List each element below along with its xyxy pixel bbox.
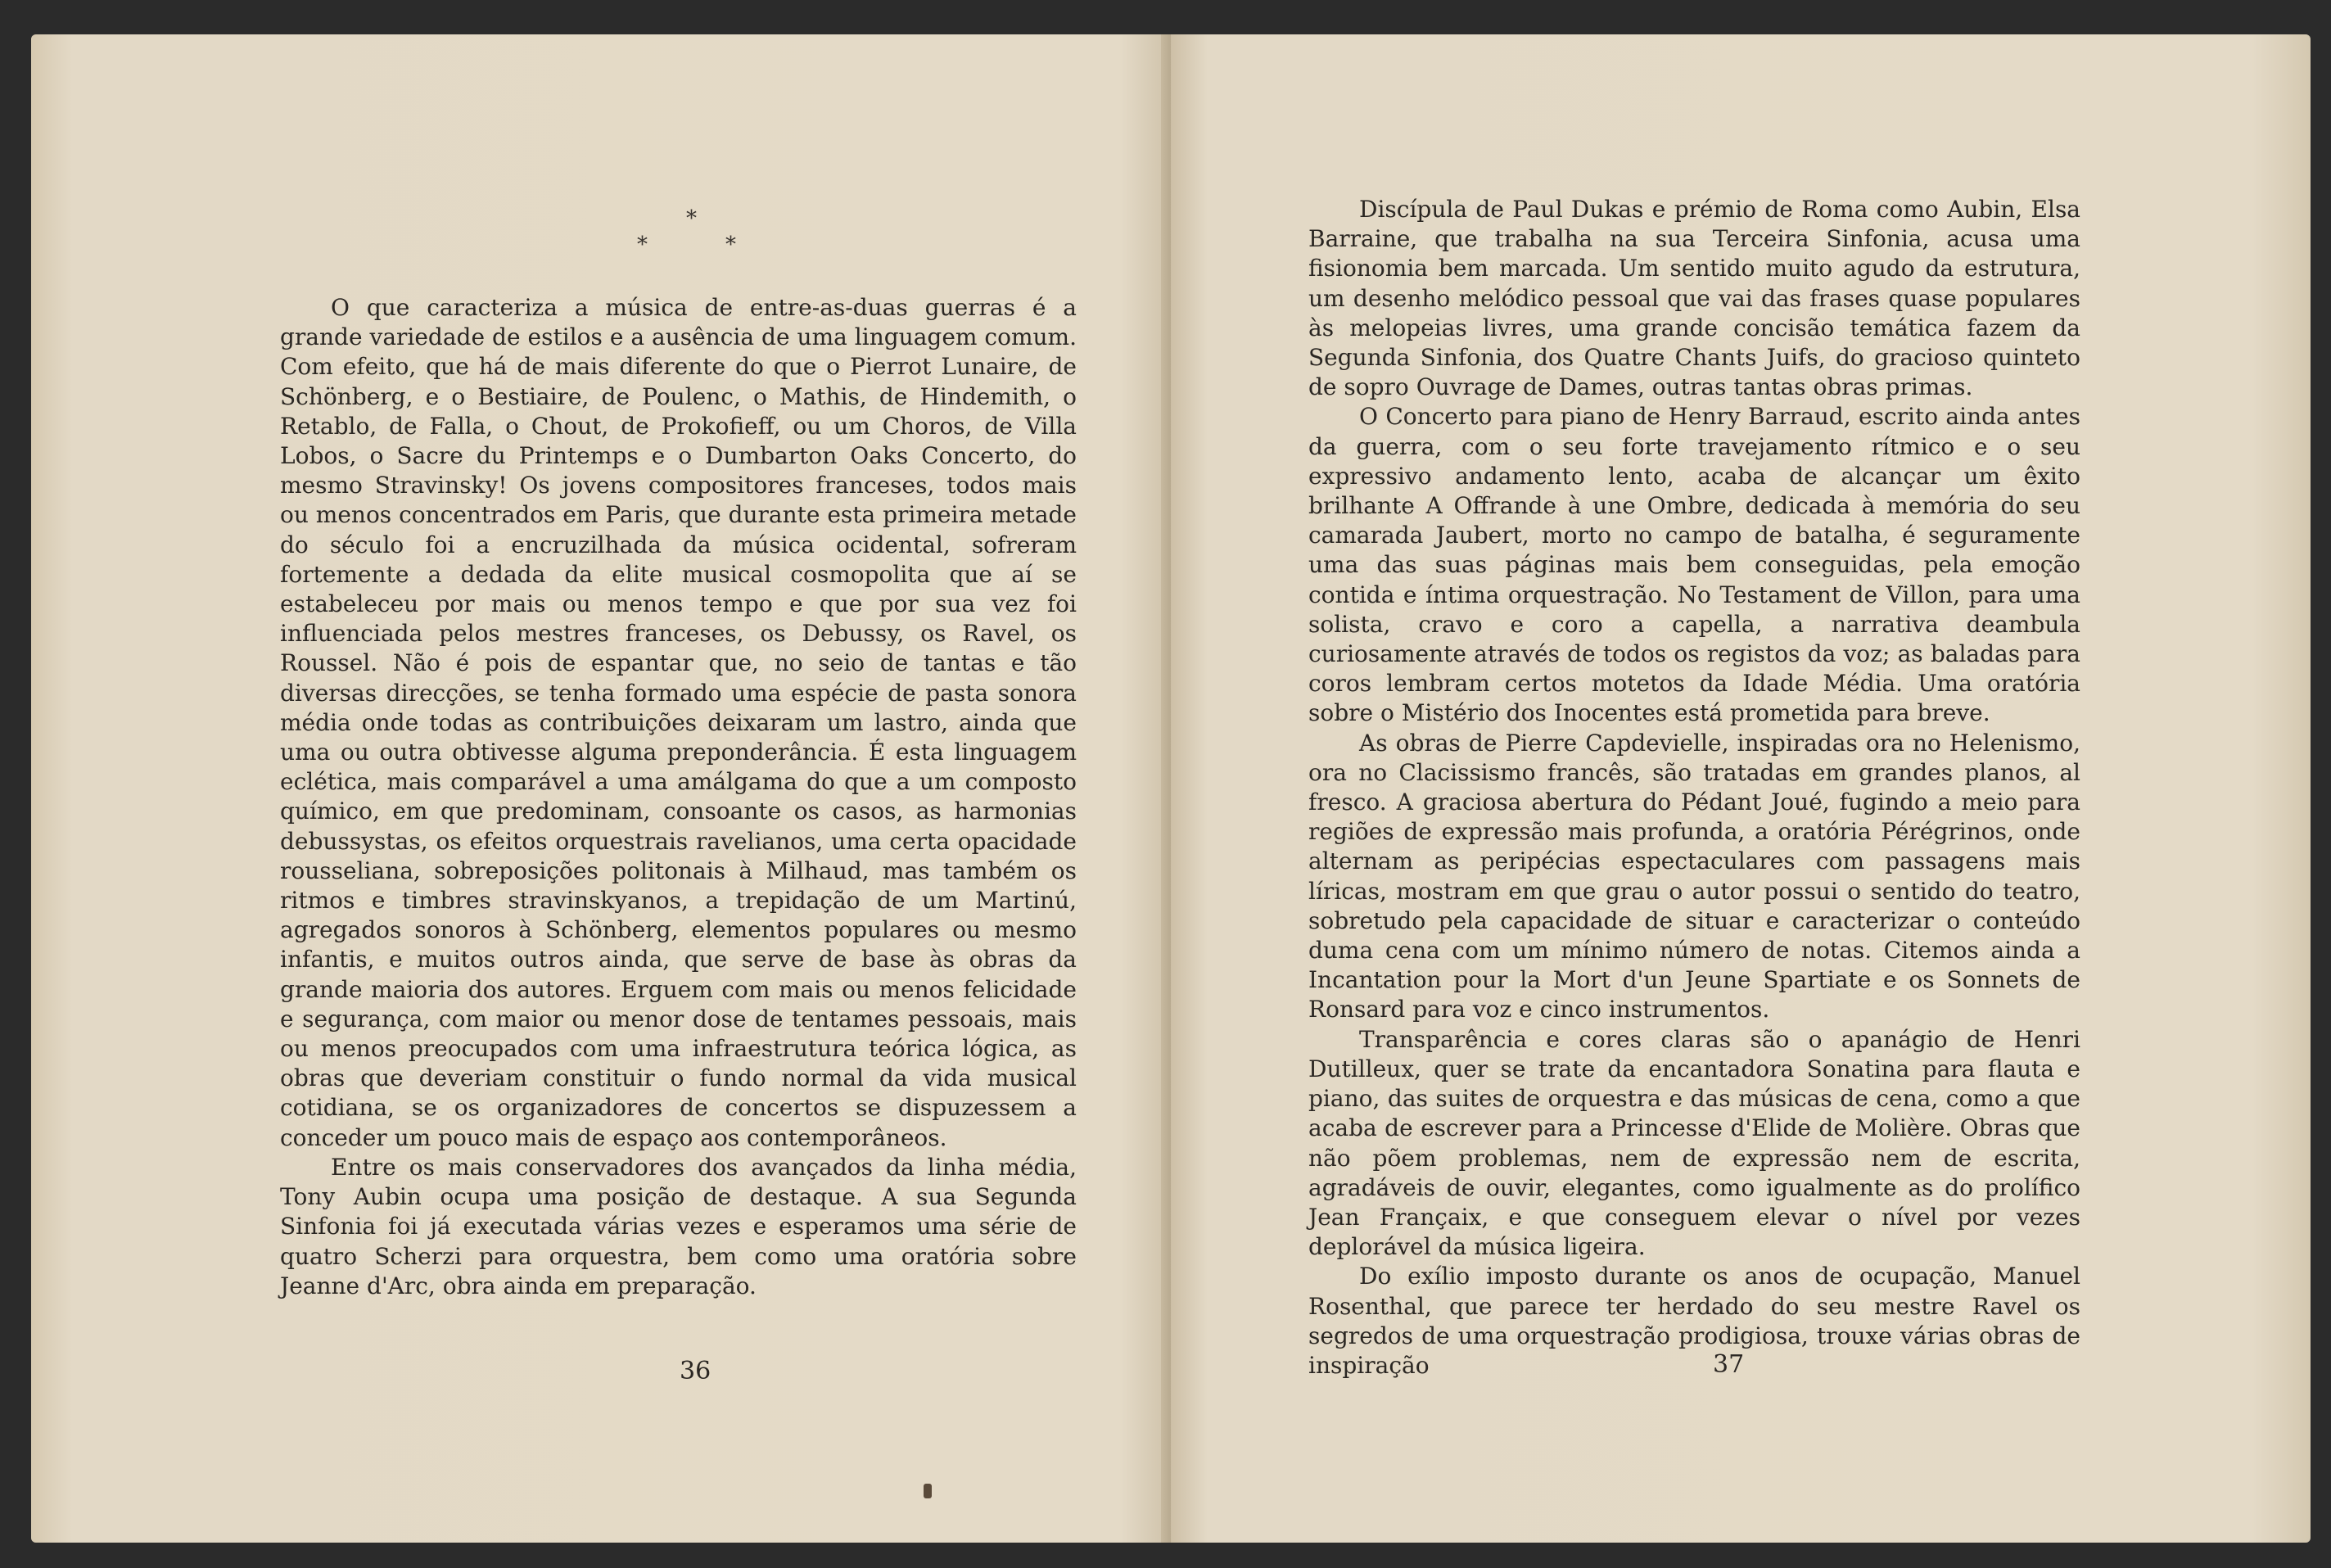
page-number: 36: [680, 1357, 711, 1385]
ornament-star: *: [686, 206, 697, 231]
paragraph: O que caracteriza a música de entre-as-duas guerras é a grande variedade de estilos e a ausência de uma linguagem comum. Com efeito, que há de mais diferente do que o Pierrot Lunaire, de Schönberg, e o Bestiaire, de Poulenc, o Mathis, de Hindemith, o Retablo, de Falla, o Chout, de Prokofieff, ou um Choros, de Villa Lobos, o Sacre du Printemps e o Dumbarton Oaks Concerto, do mesmo Stravinsky! Os jovens compositores franceses, todos mais ou menos concentrados em Paris, que durante esta primeira metade do século foi a encruzilhada da música ocidental, sofreram fortemente a dedada da elite musical cosmopolita que aí se estabeleceu por mais ou menos tempo e que por sua vez foi influenciada pelos mestres franceses, os Debussy, os Ravel, os Roussel. Não é pois de espantar que, no seio de tantas e tão diversas direcções, se tenha formado uma espécie de pasta sonora média onde todas as contribuições deixaram um lastro, ainda que uma ou outra obtivesse alguma preponderância. É esta linguagem eclética, mais comparável a uma amálgama do que a um composto químico, em que predominam, consoante os casos, as harmonias debussystas, os efeitos orquestrais ravelianos, uma certa opacidade rousseliana, sobreposições politonais à Milhaud, mas também os ritmos e timbres stravinskyanos, a trepidação de um Martinú, agregados sonoros à Schönberg, elementos populares ou mesmo infantis, e muitos outros ainda, que serve de base às obras da grande maioria dos autores. Erguem com mais ou menos felicidade e segurança, com maior ou menor dose de tentames pessoais, mais ou menos preocupados com uma infraestrutura teórica lógica, as obras que deveriam constituir o fundo normal da vida musical cotidiana, se os organizadores de concertos se dispuzessem a conceder um pouco mais de espaço aos contemporâneos.: [280, 294, 1077, 1151]
ink-mark: [924, 1484, 932, 1498]
right-page: [1171, 34, 2311, 1543]
ornament-star: *: [725, 233, 736, 257]
paragraph: O Concerto para piano de Henry Barraud, escrito ainda antes da guerra, com o seu forte travejamento rítmico e o seu expressivo andamento lento, acaba de alcançar um êxito brilhante A Offrande à une Ombre, dedicada à memória do seu camarada Jaubert, morto no campo de batalha, é seguramente uma das suas páginas mais bem conseguidas, pela emoção contida e íntima orquestração. No Testament de Villon, para uma solista, cravo e coro a capella, a narrativa deambula curiosamente através de todos os registos da voz; as baladas para coros lembram certos motetos da Idade Média. Uma oratória sobre o Mistério dos Inocentes está prometida para breve.: [1308, 403, 2080, 727]
paragraph: As obras de Pierre Capdevielle, inspiradas ora no Helenismo, ora no Clacissismo francês, são tratadas em grandes planos, al fresco. A graciosa abertura do Pédant Joué, fugindo a meio para regiões de expressão mais profunda, a oratória Pérégrinos, onde alternam as peripécias espectaculares com passagens mais líricas, mostram em que grau o autor possui o sentido do teatro, sobretudo pela capacidade de situar e caracterizar o conteúdo duma cena com um mínimo número de notas. Citemos ainda a Incantation pour la Mort d'un Jeune Spartiate e os Sonnets de Ronsard para voz e cinco instrumentos.: [1308, 729, 2080, 1023]
right-text-column: [1308, 195, 2080, 1380]
paragraph: Do exílio imposto durante os anos de ocupação, Manuel Rosenthal, que parece ter herdado do seu mestre Ravel os segredos de uma orquestração prodigiosa, trouxe várias obras de inspiração: [1308, 1263, 2080, 1379]
paragraph: Transparência e cores claras são o apanágio de Henri Dutilleux, quer se trate da encantadora Sonatina para flauta e piano, das suites de orquestra e das músicas de cena, como a que acaba de escrever para a Princesse d'Elide de Molière. Obras que não põem problemas, nem de expressão nem de escrita, agradáveis de ouvir, elegantes, como igualmente as do prolífico Jean Françaix, e que conseguem elevar o nível por vezes deplorável da música ligeira.: [1308, 1025, 2080, 1261]
page-number: 37: [1713, 1350, 1745, 1379]
section-ornament: [637, 206, 735, 264]
left-page: [31, 34, 1171, 1543]
paragraph: Entre os mais conservadores dos avançados da linha média, Tony Aubin ocupa uma posição de destaque. A sua Segunda Sinfonia foi já executada várias vezes e esperamos uma série de quatro Scherzi para orquestra, bem como uma oratória sobre Jeanne d'Arc, obra ainda em preparação.: [280, 1153, 1077, 1299]
ornament-star: *: [637, 233, 648, 257]
open-book: [31, 34, 2311, 1543]
left-text-column: [280, 293, 1077, 1301]
paragraph: Discípula de Paul Dukas e prémio de Roma como Aubin, Elsa Barraine, que trabalha na sua Terceira Sinfonia, acusa uma fisionomia bem marcada. Um sentido muito agudo da estrutura, um desenho melódico pessoal que vai das frases quase populares às melopeias livres, uma grande concisão temática fazem da Segunda Sinfonia, dos Quatre Chants Juifs, do gracioso quinteto de sopro Ouvrage de Dames, outras tantas obras primas.: [1308, 196, 2080, 401]
